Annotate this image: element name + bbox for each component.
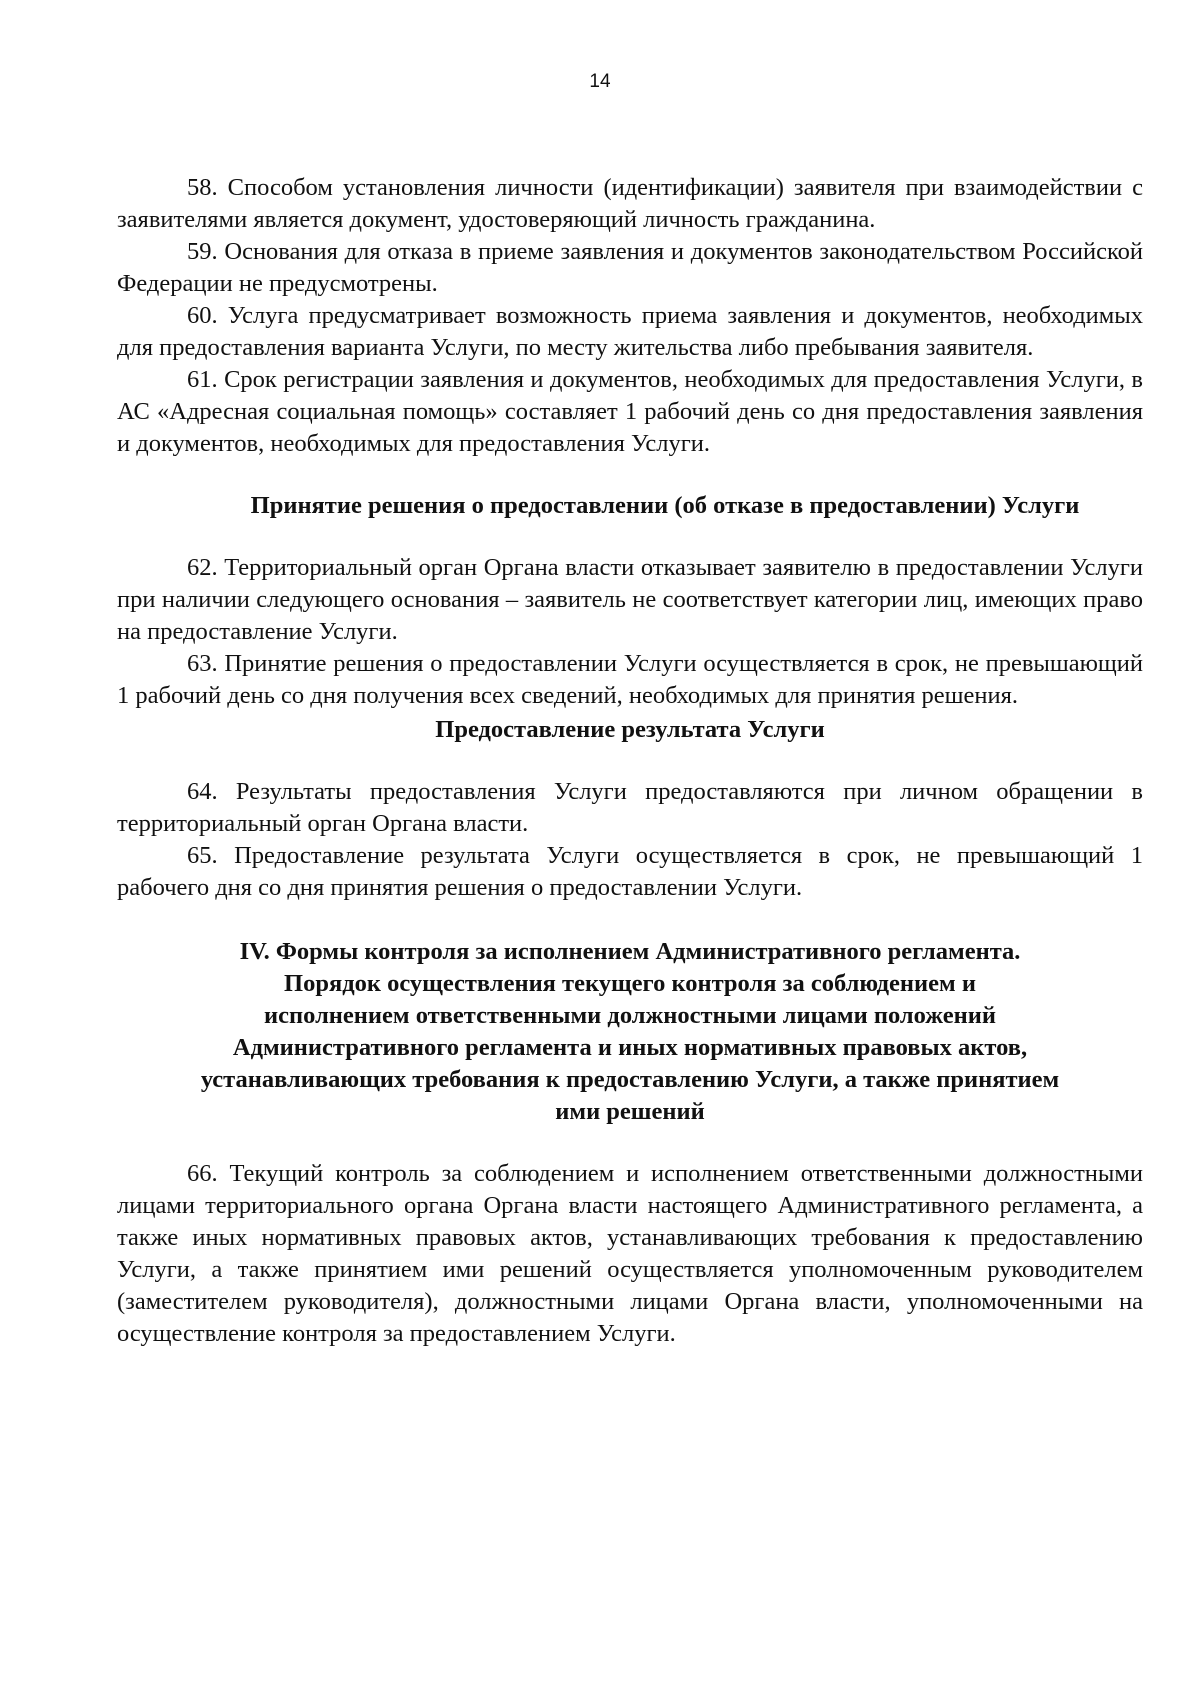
paragraph-59: 59. Основания для отказа в приеме заявления и документов законодательством Российской Федерации не предусмотрены. [117, 238, 1143, 297]
heading-section-iv-line: исполнением ответственными должностными лицами положений [264, 1002, 996, 1029]
heading-section-iv-line: ими решений [555, 1098, 705, 1125]
heading-section-iv-line: IV. Формы контроля за исполнением Административного регламента. [239, 938, 1021, 965]
paragraph-64: 64. Результаты предоставления Услуги предоставляются при личном обращении в территориальный орган Органа власти. [117, 778, 1143, 837]
document-body [117, 172, 1143, 1350]
paragraph-58: 58. Способом установления личности (идентификации) заявителя при взаимодействии с заявителями является документ, удостоверяющий личность гражданина. [117, 174, 1143, 233]
page-number: 14 [589, 71, 611, 92]
paragraph-66: 66. Текущий контроль за соблюдением и исполнением ответственными должностными лицами территориального органа Органа власти настоящего Административного регламента, а также иных нормативных правовых актов, устанавливающих требования к предоставлению Услуги, а также принятием ими решений осуществляется уполномоченным руководителем (заместителем руководителя), должностными лицами Органа власти, уполномоченными на осуществление контроля за предоставлением Услуги. [117, 1160, 1143, 1347]
heading-decision: Принятие решения о предоставлении (об отказе в предоставлении) Услуги [250, 492, 1080, 519]
heading-section-iv-line: Порядок осуществления текущего контроля за соблюдением и [284, 970, 976, 997]
heading-section-iv-line: устанавливающих требования к предоставлению Услуги, а также принятием [200, 1066, 1060, 1093]
paragraph-63: 63. Принятие решения о предоставлении Услуги осуществляется в срок, не превышающий 1 рабочий день со дня получения всех сведений, необходимых для принятия решения. [117, 650, 1143, 709]
heading-section-iv [117, 936, 1143, 1128]
heading-section-iv-line: Административного регламента и иных нормативных правовых актов, [232, 1034, 1028, 1061]
paragraph-60: 60. Услуга предусматривает возможность приема заявления и документов, необходимых для предоставления варианта Услуги, по месту жительства либо пребывания заявителя. [117, 302, 1143, 361]
heading-result: Предоставление результата Услуги [435, 716, 825, 743]
paragraph-61: 61. Срок регистрации заявления и документов, необходимых для предоставления Услуги, в АС «Адресная социальная помощь» составляет 1 рабочий день со дня предоставления заявления и документов, необходимых для предоставления Услуги. [117, 366, 1143, 457]
paragraph-65: 65. Предоставление результата Услуги осуществляется в срок, не превышающий 1 рабочего дня со дня принятия решения о предоставлении Услуги. [117, 842, 1143, 901]
paragraph-62: 62. Территориальный орган Органа власти отказывает заявителю в предоставлении Услуги при наличии следующего основания – заявитель не соответствует категории лиц, имеющих право на предоставление Услуги. [117, 554, 1143, 645]
